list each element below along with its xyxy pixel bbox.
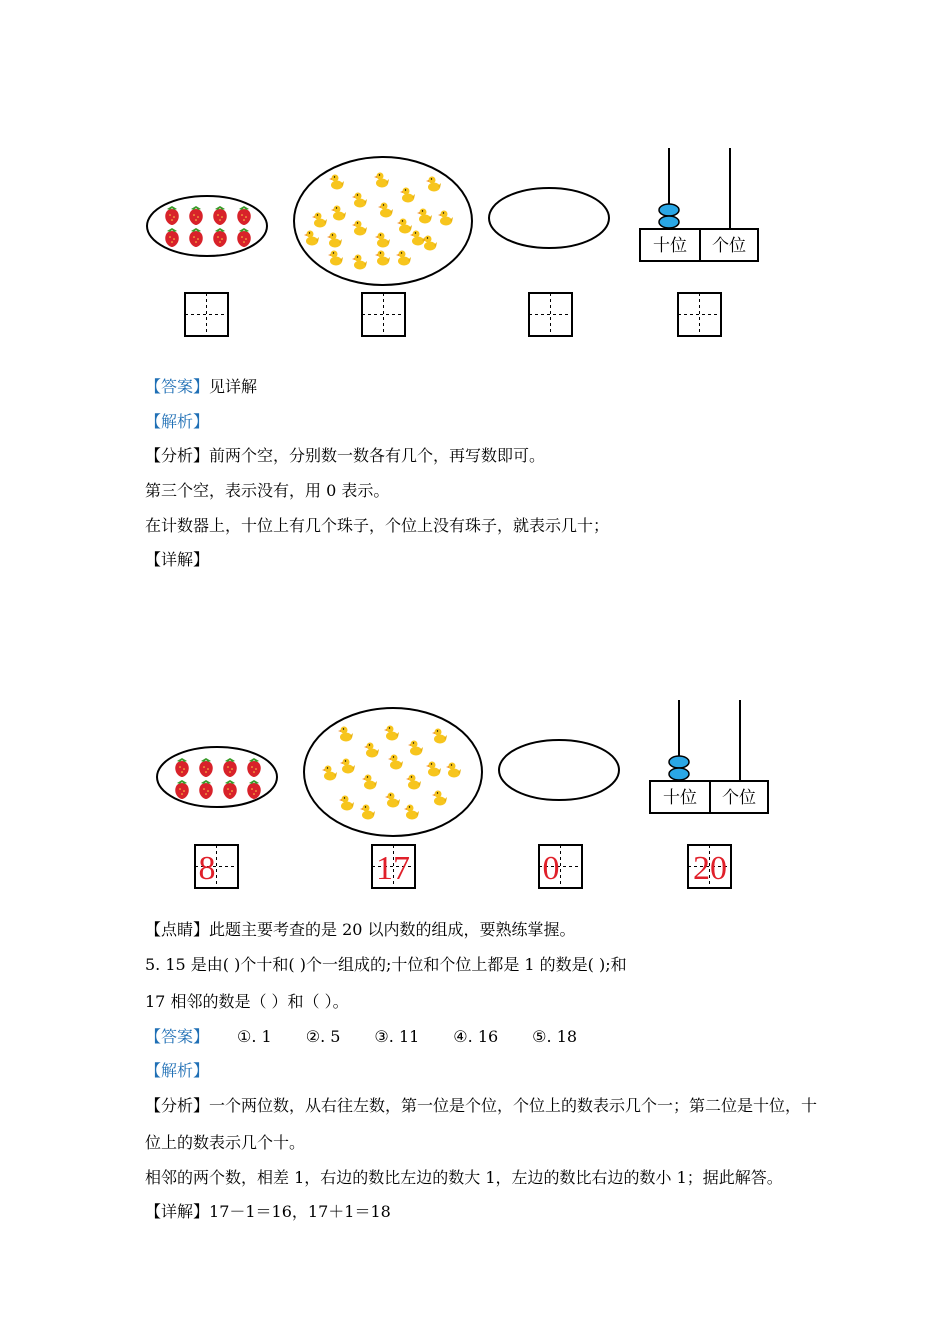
analysis-tag: 【解析】 <box>145 1061 210 1080</box>
answer-item: ⑤. 18 <box>532 1027 578 1046</box>
duck-icon <box>385 793 400 808</box>
ones-label: 个位 <box>712 236 746 256</box>
duck-icon <box>327 233 342 248</box>
bead <box>659 204 679 216</box>
abacus <box>640 148 758 261</box>
q4-line2: 第三个空，表示没有，用 0 表示。 <box>145 481 390 500</box>
duck-icon <box>388 755 403 770</box>
bead <box>669 768 689 780</box>
q5-adjacent-line: 相邻的两个数，相差 1，右边的数比左边的数大 1，左边的数比右边的数小 1；据此解答。 <box>145 1168 783 1187</box>
xiangjie-text: 17－1＝16，17＋1＝18 <box>209 1202 391 1221</box>
duck-icon <box>375 233 390 248</box>
duck-icon <box>338 727 353 742</box>
empty-plate <box>489 188 609 248</box>
q5-question-line1: 5. 15 是由( )个十和( )个一组成的;十位和个位上都是 1 的数是( );和 <box>145 955 627 974</box>
duck-icon <box>408 741 423 756</box>
strawberry-icon <box>199 780 213 799</box>
duck-icon <box>410 231 425 246</box>
duck-icon <box>360 805 375 820</box>
ones-label: 个位 <box>722 788 756 808</box>
duck-icon <box>404 805 419 820</box>
q5-xiangjie-line <box>145 1202 391 1222</box>
bead <box>669 756 689 768</box>
strawberry-icon <box>165 228 179 247</box>
top-figure <box>147 148 758 336</box>
duck-icon <box>364 743 379 758</box>
bead <box>659 216 679 228</box>
xiangjie-tag: 【详解】 <box>145 550 210 569</box>
dianjing-tag: 【点睛】 <box>145 920 210 939</box>
answer-item: ②. 5 <box>305 1027 341 1046</box>
answer-grid-box <box>362 293 405 336</box>
duck-icon <box>328 251 343 266</box>
strawberry-icon <box>165 206 179 225</box>
duck-icon <box>329 175 344 190</box>
strawberry-plate <box>147 196 267 256</box>
q4-dianjing-line <box>145 920 576 940</box>
strawberry-icon <box>213 206 227 225</box>
strawberry-icon <box>189 206 203 225</box>
strawberry-icon <box>247 758 261 777</box>
filled-grid-box <box>372 845 415 888</box>
strawberry-icon <box>237 206 251 225</box>
duck-icon <box>397 219 412 234</box>
filled-grid-box <box>195 845 238 888</box>
duck-icon <box>304 231 319 246</box>
answer-item: ③. 11 <box>374 1027 420 1046</box>
strawberry-icon <box>223 758 237 777</box>
strawberry-icon <box>213 228 227 247</box>
q4-answer-line <box>145 377 257 397</box>
duck-icon <box>322 766 337 781</box>
answer-grid-box <box>678 293 721 336</box>
answer-value: 0 <box>542 850 560 887</box>
strawberry-icon <box>247 780 261 799</box>
duck-icon <box>340 759 355 774</box>
answer-value: 20 <box>693 850 727 887</box>
strawberry-icon <box>175 780 189 799</box>
analysis-tag: 【解析】 <box>145 412 210 431</box>
tens-label: 十位 <box>663 788 697 808</box>
duck-icon <box>432 791 447 806</box>
duck-icon <box>352 221 367 236</box>
tens-label: 十位 <box>653 236 687 256</box>
q4-fenxi-line <box>145 446 545 466</box>
bottom-figure <box>157 700 768 888</box>
duck-icon <box>432 729 447 744</box>
duck-icon <box>362 775 377 790</box>
fenxi-tag: 【分析】 <box>145 1096 210 1115</box>
strawberry-plate <box>157 747 277 807</box>
duck-icon <box>400 188 415 203</box>
duck-icon <box>378 203 393 218</box>
answer-grid-box <box>529 293 572 336</box>
q5-answer-line <box>145 1027 611 1047</box>
dianjing-text: 此题主要考查的是 20 以内数的组成，要熟练掌握。 <box>209 920 576 939</box>
xiangjie-tag: 【详解】 <box>145 1202 210 1221</box>
strawberry-icon <box>189 228 203 247</box>
answer-value: 8 <box>198 850 216 887</box>
q5-analysis-line <box>145 1061 209 1081</box>
answer-tag: 【答案】 <box>145 1027 210 1046</box>
strawberry-icon <box>237 228 251 247</box>
duck-icon <box>384 726 399 741</box>
answer-value: 17 <box>376 850 410 887</box>
duck-icon <box>375 251 390 266</box>
q4-xiangjie-line <box>145 550 209 570</box>
duck-icon <box>352 255 367 270</box>
duck-icon <box>406 775 421 790</box>
duck-icon <box>396 251 411 266</box>
fenxi-text: 前两个空，分别数一数各有几个，再写数即可。 <box>209 446 546 465</box>
duck-plate <box>294 157 472 285</box>
q4-line3: 在计数器上，十位上有几个珠子，个位上没有珠子，就表示几十； <box>145 516 610 535</box>
fenxi-tag: 【分析】 <box>145 446 210 465</box>
duck-plate <box>304 708 482 836</box>
filled-grid-box <box>539 845 582 888</box>
q5-fenxi-line2: 位上的数表示几个十。 <box>145 1133 306 1152</box>
strawberry-icon <box>223 780 237 799</box>
answer-tag: 【答案】 <box>145 377 210 396</box>
duck-icon <box>438 211 453 226</box>
duck-icon <box>446 763 461 778</box>
duck-icon <box>426 177 441 192</box>
duck-icon <box>331 206 346 221</box>
strawberry-icon <box>175 758 189 777</box>
q5-fenxi-line1 <box>145 1096 817 1116</box>
q4-analysis-line <box>145 412 209 432</box>
q5-question-line2: 17 相邻的数是（ ）和（ ）。 <box>145 992 349 1011</box>
abacus <box>650 700 768 813</box>
strawberry-icon <box>199 758 213 777</box>
duck-icon <box>426 762 441 777</box>
duck-icon <box>352 193 367 208</box>
duck-icon <box>339 796 354 811</box>
duck-icon <box>417 209 432 224</box>
duck-icon <box>374 173 389 188</box>
filled-grid-box <box>688 845 731 888</box>
answer-text: 见详解 <box>209 377 258 396</box>
fenxi-text: 一个两位数，从右往左数，第一位是个位，个位上的数表示几个一；第二位是十位，十 <box>209 1096 818 1115</box>
empty-plate <box>499 740 619 800</box>
duck-icon <box>312 213 327 228</box>
answer-item: ①. 1 <box>237 1027 272 1046</box>
answer-grid-box <box>185 293 228 336</box>
answer-item: ④. 16 <box>453 1027 499 1046</box>
